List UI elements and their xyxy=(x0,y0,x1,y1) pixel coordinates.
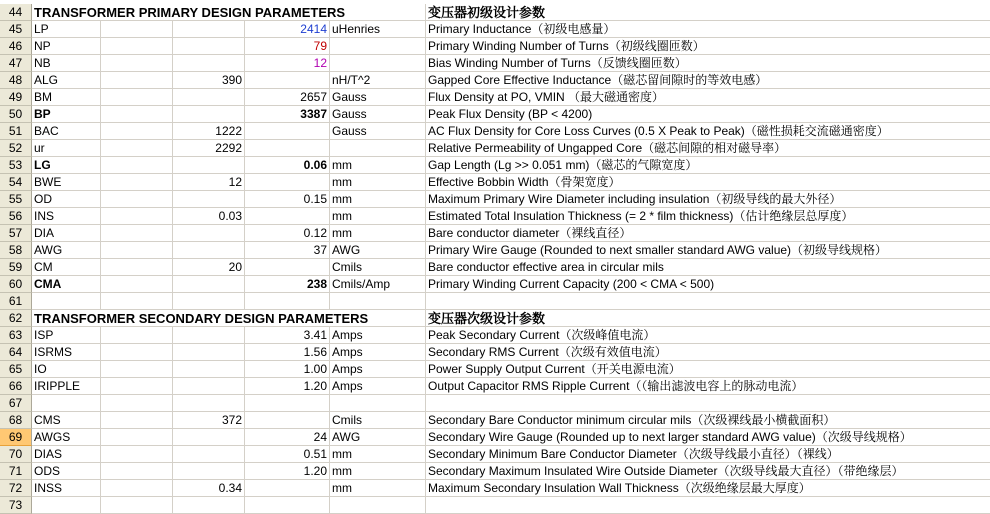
table-row xyxy=(0,412,990,429)
calculated-value-cell[interactable]: 37 xyxy=(245,242,330,259)
row-header[interactable]: 46 xyxy=(0,38,32,55)
calculated-value-cell[interactable] xyxy=(245,259,330,276)
unit-cell[interactable]: mm xyxy=(330,480,426,497)
calculated-value-cell[interactable] xyxy=(245,174,330,191)
table-row xyxy=(0,293,990,310)
row-header[interactable]: 70 xyxy=(0,446,32,463)
parameter-name-cell[interactable]: LP xyxy=(32,21,101,38)
table-row xyxy=(0,208,990,225)
parameter-name-cell[interactable]: DIA xyxy=(32,225,101,242)
cell-b[interactable] xyxy=(101,327,173,344)
unit-cell[interactable]: Cmils xyxy=(330,259,426,276)
table-row xyxy=(0,106,990,123)
cell-a[interactable] xyxy=(32,497,101,514)
cell-f[interactable] xyxy=(426,395,990,412)
parameter-name-cell[interactable]: BAC xyxy=(32,123,101,140)
parameter-name-cell[interactable]: AWG xyxy=(32,242,101,259)
unit-cell[interactable]: mm xyxy=(330,225,426,242)
unit-cell[interactable]: Gauss xyxy=(330,89,426,106)
calculated-value-cell[interactable]: 79 xyxy=(245,38,330,55)
calculated-value-cell[interactable] xyxy=(245,480,330,497)
description-cell[interactable]: Secondary Bare Conductor minimum circular mils（次级裸线最小横截面积） xyxy=(426,412,990,429)
description-cell[interactable]: Secondary RMS Current（次级有效值电流） xyxy=(426,344,990,361)
input-value-cell[interactable] xyxy=(173,344,245,361)
description-cell[interactable]: Primary Wire Gauge (Rounded to next smaller standard AWG value)（初级导线规格） xyxy=(426,242,990,259)
calculated-value-cell[interactable] xyxy=(245,123,330,140)
description-cell[interactable]: AC Flux Density for Core Loss Curves (0.5 X Peak to Peak)（磁性损耗交流磁通密度） xyxy=(426,123,990,140)
description-cell[interactable]: Primary Winding Current Capacity (200 < CMA < 500) xyxy=(426,276,990,293)
table-row xyxy=(0,225,990,242)
table-row xyxy=(0,429,990,446)
unit-cell[interactable]: AWG xyxy=(330,242,426,259)
description-cell[interactable]: Bare conductor effective area in circular mils xyxy=(426,259,990,276)
input-value-cell[interactable] xyxy=(173,89,245,106)
unit-cell[interactable]: Amps xyxy=(330,361,426,378)
description-cell[interactable]: Secondary Wire Gauge (Rounded up to next larger standard AWG value)（次级导线规格） xyxy=(426,429,990,446)
row-header[interactable]: 52 xyxy=(0,140,32,157)
table-row xyxy=(0,446,990,463)
row-header[interactable]: 67 xyxy=(0,395,32,412)
cell-b[interactable] xyxy=(101,38,173,55)
parameter-name-cell[interactable]: ur xyxy=(32,140,101,157)
row-header[interactable]: 73 xyxy=(0,497,32,514)
parameter-name-cell[interactable]: CMA xyxy=(32,276,101,293)
description-cell[interactable]: Maximum Primary Wire Diameter including insulation（初级导线的最大外径） xyxy=(426,191,990,208)
row-header[interactable]: 64 xyxy=(0,344,32,361)
table-row xyxy=(0,89,990,106)
table-row xyxy=(0,242,990,259)
cell-b[interactable] xyxy=(101,21,173,38)
calculated-value-cell[interactable]: 3387 xyxy=(245,106,330,123)
parameter-name-cell[interactable]: ISRMS xyxy=(32,344,101,361)
cell-d[interactable] xyxy=(245,497,330,514)
parameter-name-cell[interactable]: ODS xyxy=(32,463,101,480)
input-value-cell[interactable] xyxy=(173,21,245,38)
cell-b[interactable] xyxy=(101,361,173,378)
unit-cell[interactable]: Gauss xyxy=(330,123,426,140)
input-value-cell[interactable]: 0.03 xyxy=(173,208,245,225)
table-row xyxy=(0,174,990,191)
cell-d[interactable] xyxy=(245,293,330,310)
table-row xyxy=(0,344,990,361)
row-header[interactable]: 68 xyxy=(0,412,32,429)
table-row xyxy=(0,276,990,293)
unit-cell[interactable]: mm xyxy=(330,446,426,463)
parameter-name-cell[interactable]: IRIPPLE xyxy=(32,378,101,395)
parameter-name-cell[interactable]: NB xyxy=(32,55,101,72)
row-header[interactable]: 71 xyxy=(0,463,32,480)
parameter-name-cell[interactable]: OD xyxy=(32,191,101,208)
table-row xyxy=(0,38,990,55)
cell-d[interactable] xyxy=(245,395,330,412)
table-row xyxy=(0,123,990,140)
table-row xyxy=(0,463,990,480)
row-header[interactable]: 60 xyxy=(0,276,32,293)
calculated-value-cell[interactable]: 1.20 xyxy=(245,378,330,395)
row-header[interactable]: 44 xyxy=(0,4,32,21)
cell-b[interactable] xyxy=(101,208,173,225)
description-cell[interactable]: Power Supply Output Current（开关电源电流） xyxy=(426,361,990,378)
input-value-cell[interactable] xyxy=(173,106,245,123)
row-header[interactable]: 65 xyxy=(0,361,32,378)
cell-b[interactable] xyxy=(101,72,173,89)
calculated-value-cell[interactable] xyxy=(245,412,330,429)
description-cell[interactable]: Secondary Maximum Insulated Wire Outside Diameter（次级导线最大直径）（带绝缘层） xyxy=(426,463,990,480)
description-cell[interactable]: Output Capacitor RMS Ripple Current（（输出滤波电容上的脉动电流） xyxy=(426,378,990,395)
input-value-cell[interactable] xyxy=(173,276,245,293)
cell-b[interactable] xyxy=(101,225,173,242)
description-cell[interactable]: Peak Flux Density (BP < 4200) xyxy=(426,106,990,123)
calculated-value-cell[interactable]: 3.41 xyxy=(245,327,330,344)
cell-b[interactable] xyxy=(101,55,173,72)
calculated-value-cell[interactable]: 1.20 xyxy=(245,463,330,480)
calculated-value-cell[interactable]: 0.51 xyxy=(245,446,330,463)
input-value-cell[interactable] xyxy=(173,378,245,395)
input-value-cell[interactable] xyxy=(173,242,245,259)
unit-cell[interactable]: Amps xyxy=(330,327,426,344)
row-header[interactable]: 63 xyxy=(0,327,32,344)
calculated-value-cell[interactable] xyxy=(245,140,330,157)
cell-a[interactable] xyxy=(32,293,101,310)
row-header[interactable]: 72 xyxy=(0,480,32,497)
table-row xyxy=(0,191,990,208)
unit-cell[interactable] xyxy=(330,38,426,55)
calculated-value-cell[interactable]: 1.56 xyxy=(245,344,330,361)
cell-b[interactable] xyxy=(101,378,173,395)
cell-b[interactable] xyxy=(101,446,173,463)
table-row xyxy=(0,140,990,157)
cell-c[interactable] xyxy=(173,395,245,412)
section-title-cell[interactable]: TRANSFORMER SECONDARY DESIGN PARAMETERS xyxy=(32,310,426,327)
row-header[interactable]: 50 xyxy=(0,106,32,123)
cell-b[interactable] xyxy=(101,123,173,140)
calculated-value-cell[interactable]: 0.15 xyxy=(245,191,330,208)
table-row xyxy=(0,72,990,89)
cell-e[interactable] xyxy=(330,395,426,412)
cell-b[interactable] xyxy=(101,259,173,276)
cell-b[interactable] xyxy=(101,293,173,310)
input-value-cell[interactable] xyxy=(173,327,245,344)
input-value-cell[interactable]: 2292 xyxy=(173,140,245,157)
row-header[interactable]: 51 xyxy=(0,123,32,140)
parameter-name-cell[interactable]: BP xyxy=(32,106,101,123)
cell-b[interactable] xyxy=(101,106,173,123)
description-cell[interactable]: Primary Inductance（初级电感量） xyxy=(426,21,990,38)
calculated-value-cell[interactable]: 2414 xyxy=(245,21,330,38)
row-header[interactable]: 58 xyxy=(0,242,32,259)
table-row xyxy=(0,497,990,514)
unit-cell[interactable]: mm xyxy=(330,208,426,225)
row-header[interactable]: 62 xyxy=(0,310,32,327)
section-title-cn-cell[interactable]: 变压器次级设计参数 xyxy=(426,310,990,327)
table-row xyxy=(0,327,990,344)
description-cell[interactable]: Bare conductor diameter（裸线直径） xyxy=(426,225,990,242)
row-header[interactable]: 47 xyxy=(0,55,32,72)
row-header[interactable]: 55 xyxy=(0,191,32,208)
cell-b[interactable] xyxy=(101,157,173,174)
parameter-name-cell[interactable]: BM xyxy=(32,89,101,106)
table-row xyxy=(0,4,990,21)
unit-cell[interactable]: uHenries xyxy=(330,21,426,38)
input-value-cell[interactable] xyxy=(173,446,245,463)
parameter-name-cell[interactable]: DIAS xyxy=(32,446,101,463)
input-value-cell[interactable] xyxy=(173,157,245,174)
table-row xyxy=(0,378,990,395)
calculated-value-cell[interactable]: 2657 xyxy=(245,89,330,106)
table-row xyxy=(0,310,990,327)
parameter-name-cell[interactable]: LG xyxy=(32,157,101,174)
cell-b[interactable] xyxy=(101,242,173,259)
parameter-name-cell[interactable]: ALG xyxy=(32,72,101,89)
description-cell[interactable]: Maximum Secondary Insulation Wall Thickness（次级绝缘层最大厚度） xyxy=(426,480,990,497)
row-header[interactable]: 54 xyxy=(0,174,32,191)
row-header[interactable]: 66 xyxy=(0,378,32,395)
input-value-cell[interactable]: 12 xyxy=(173,174,245,191)
unit-cell[interactable]: nH/T^2 xyxy=(330,72,426,89)
unit-cell[interactable]: mm xyxy=(330,174,426,191)
table-row xyxy=(0,157,990,174)
calculated-value-cell[interactable] xyxy=(245,208,330,225)
cell-b[interactable] xyxy=(101,344,173,361)
row-header[interactable]: 69 xyxy=(0,429,32,446)
table-row xyxy=(0,21,990,38)
input-value-cell[interactable] xyxy=(173,463,245,480)
parameter-name-cell[interactable]: CM xyxy=(32,259,101,276)
description-cell[interactable]: Effective Bobbin Width（骨架宽度） xyxy=(426,174,990,191)
unit-cell[interactable]: mm xyxy=(330,191,426,208)
calculated-value-cell[interactable]: 1.00 xyxy=(245,361,330,378)
section-title-cell[interactable]: TRANSFORMER PRIMARY DESIGN PARAMETERS xyxy=(32,4,426,21)
unit-cell[interactable]: Amps xyxy=(330,378,426,395)
cell-b[interactable] xyxy=(101,412,173,429)
description-cell[interactable]: Flux Density at PO, VMIN （最大磁通密度） xyxy=(426,89,990,106)
calculated-value-cell[interactable]: 12 xyxy=(245,55,330,72)
input-value-cell[interactable]: 0.34 xyxy=(173,480,245,497)
cell-b[interactable] xyxy=(101,140,173,157)
section-title-cn-cell[interactable]: 变压器初级设计参数 xyxy=(426,4,990,21)
description-cell[interactable]: Gap Length (Lg >> 0.051 mm)（磁芯的气隙宽度） xyxy=(426,157,990,174)
description-cell[interactable]: Relative Permeability of Ungapped Core（磁芯间隙的相对磁导率） xyxy=(426,140,990,157)
input-value-cell[interactable] xyxy=(173,429,245,446)
cell-a[interactable] xyxy=(32,395,101,412)
description-cell[interactable]: Bias Winding Number of Turns（反馈线圈匝数） xyxy=(426,55,990,72)
unit-cell[interactable]: Cmils xyxy=(330,412,426,429)
input-value-cell[interactable] xyxy=(173,361,245,378)
input-value-cell[interactable]: 20 xyxy=(173,259,245,276)
unit-cell[interactable]: Cmils/Amp xyxy=(330,276,426,293)
calculated-value-cell[interactable] xyxy=(245,72,330,89)
input-value-cell[interactable]: 390 xyxy=(173,72,245,89)
cell-b[interactable] xyxy=(101,497,173,514)
description-cell[interactable]: Secondary Minimum Bare Conductor Diameter（次级导线最小直径）（裸线） xyxy=(426,446,990,463)
calculated-value-cell[interactable]: 0.12 xyxy=(245,225,330,242)
calculated-value-cell[interactable]: 238 xyxy=(245,276,330,293)
parameter-name-cell[interactable]: CMS xyxy=(32,412,101,429)
input-value-cell[interactable] xyxy=(173,38,245,55)
row-header[interactable]: 56 xyxy=(0,208,32,225)
table-row xyxy=(0,395,990,412)
cell-c[interactable] xyxy=(173,293,245,310)
input-value-cell[interactable]: 1222 xyxy=(173,123,245,140)
parameter-name-cell[interactable]: INSS xyxy=(32,480,101,497)
parameter-name-cell[interactable]: INS xyxy=(32,208,101,225)
description-cell[interactable]: Estimated Total Insulation Thickness (= 2 * film thickness)（估计绝缘层总厚度） xyxy=(426,208,990,225)
cell-f[interactable] xyxy=(426,293,990,310)
cell-b[interactable] xyxy=(101,429,173,446)
row-header[interactable]: 53 xyxy=(0,157,32,174)
cell-b[interactable] xyxy=(101,395,173,412)
calculated-value-cell[interactable]: 0.06 xyxy=(245,157,330,174)
calculated-value-cell[interactable]: 24 xyxy=(245,429,330,446)
cell-b[interactable] xyxy=(101,174,173,191)
description-cell[interactable]: Gapped Core Effective Inductance（磁芯留间隙时的等效电感） xyxy=(426,72,990,89)
cell-f[interactable] xyxy=(426,497,990,514)
cell-b[interactable] xyxy=(101,463,173,480)
parameter-name-cell[interactable]: BWE xyxy=(32,174,101,191)
row-header[interactable]: 48 xyxy=(0,72,32,89)
unit-cell[interactable]: mm xyxy=(330,463,426,480)
unit-cell[interactable]: AWG xyxy=(330,429,426,446)
cell-b[interactable] xyxy=(101,89,173,106)
parameter-name-cell[interactable]: IO xyxy=(32,361,101,378)
row-header[interactable]: 59 xyxy=(0,259,32,276)
unit-cell[interactable]: Amps xyxy=(330,344,426,361)
unit-cell[interactable]: Gauss xyxy=(330,106,426,123)
input-value-cell[interactable] xyxy=(173,225,245,242)
description-cell[interactable]: Peak Secondary Current（次级峰值电流） xyxy=(426,327,990,344)
table-row xyxy=(0,259,990,276)
row-header[interactable]: 61 xyxy=(0,293,32,310)
input-value-cell[interactable] xyxy=(173,191,245,208)
table-row xyxy=(0,361,990,378)
input-value-cell[interactable]: 372 xyxy=(173,412,245,429)
table-row xyxy=(0,55,990,72)
input-value-cell[interactable] xyxy=(173,55,245,72)
cell-b[interactable] xyxy=(101,191,173,208)
cell-e[interactable] xyxy=(330,293,426,310)
table-row xyxy=(0,480,990,497)
cell-e[interactable] xyxy=(330,497,426,514)
parameter-name-cell[interactable]: AWGS xyxy=(32,429,101,446)
cell-b[interactable] xyxy=(101,480,173,497)
cell-b[interactable] xyxy=(101,276,173,293)
parameter-name-cell[interactable]: ISP xyxy=(32,327,101,344)
parameter-name-cell[interactable]: NP xyxy=(32,38,101,55)
row-header[interactable]: 49 xyxy=(0,89,32,106)
row-header[interactable]: 45 xyxy=(0,21,32,38)
row-header[interactable]: 57 xyxy=(0,225,32,242)
unit-cell[interactable] xyxy=(330,140,426,157)
cell-c[interactable] xyxy=(173,497,245,514)
unit-cell[interactable]: mm xyxy=(330,157,426,174)
description-cell[interactable]: Primary Winding Number of Turns（初级线圈匝数） xyxy=(426,38,990,55)
unit-cell[interactable] xyxy=(330,55,426,72)
